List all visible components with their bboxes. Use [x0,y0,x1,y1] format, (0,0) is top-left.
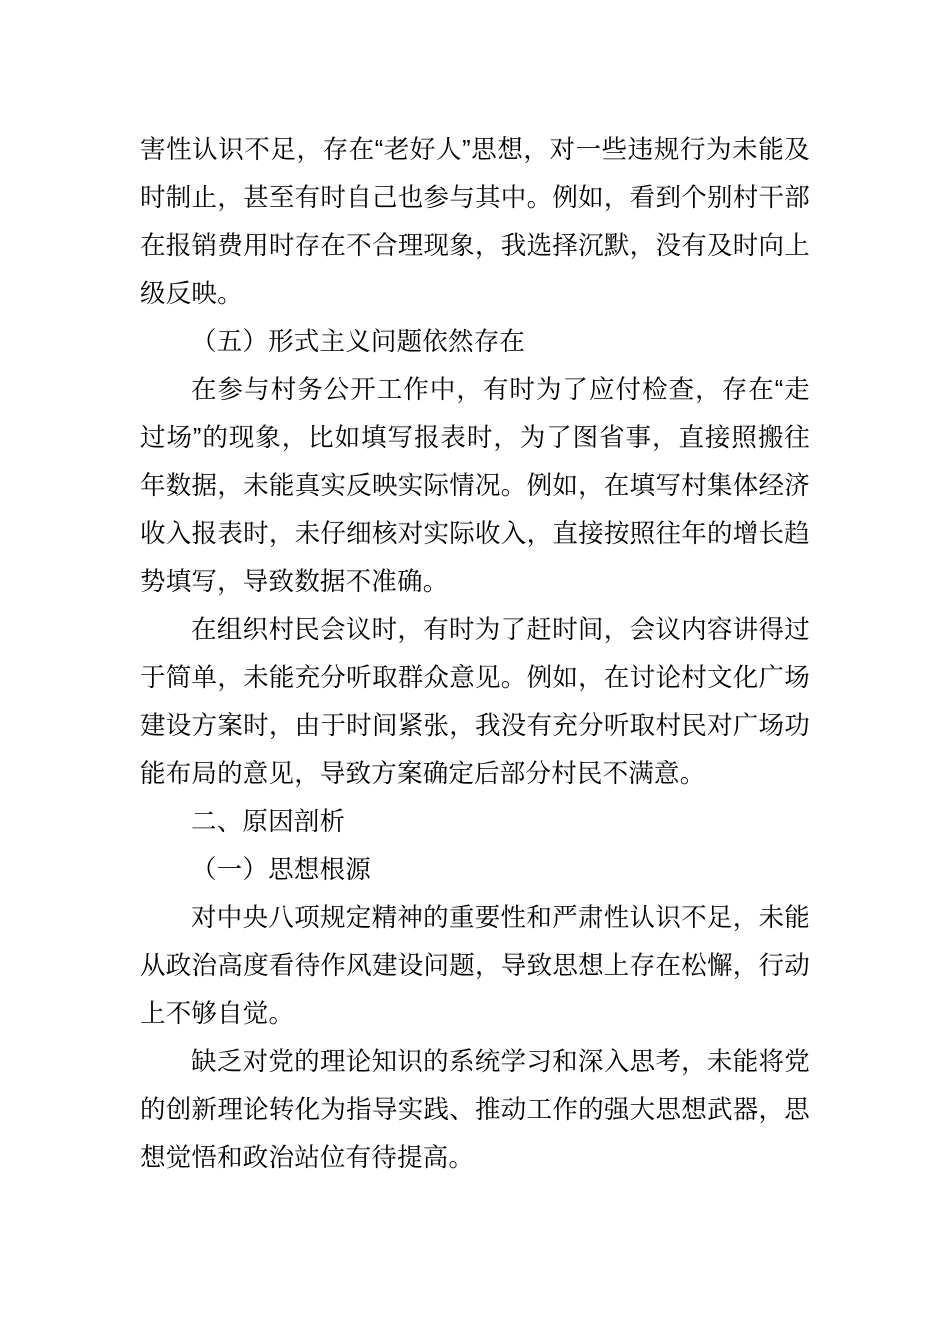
document-body [140,126,810,1182]
body-paragraph: 在组织村民会议时，有时为了赶时间，会议内容讲得过于简单，未能充分听取群众意见。例如，在讨论村文化广场建设方案时，由于时间紧张，我没有充分听取村民对广场功能布局的意见，导致方案确定后部分村民不满意。 [140,616,810,788]
body-paragraph: 在参与村务公开工作中，有时为了应付检查，存在“走过场”的现象，比如填写报表时，为了图省事，直接照搬往年数据，未能真实反映实际情况。例如，在填写村集体经济收入报表时，未仔细核对实际收入，直接按照往年的增长趋势填写，导致数据不准确。 [140,376,810,596]
section-heading: （一）思想根源 [191,856,371,884]
body-paragraph: 对中央八项规定精神的重要性和严肃性认识不足，未能从政治高度看待作风建设问题，导致思想上存在松懈，行动上不够自觉。 [140,904,810,1028]
body-paragraph: 缺乏对党的理论知识的系统学习和深入思考，未能将党的创新理论转化为指导实践、推动工作的强大思想武器，思想觉悟和政治站位有待提高。 [140,1048,810,1172]
section-heading: 二、原因剖析 [191,808,346,836]
section-heading: （五）形式主义问题依然存在 [191,328,526,356]
continuation-paragraph: 害性认识不足，存在“老好人”思想，对一些违规行为未能及时制止，甚至有时自己也参与其中。例如，看到个别村干部在报销费用时存在不合理现象，我选择沉默，没有及时向上级反映。 [140,136,810,308]
